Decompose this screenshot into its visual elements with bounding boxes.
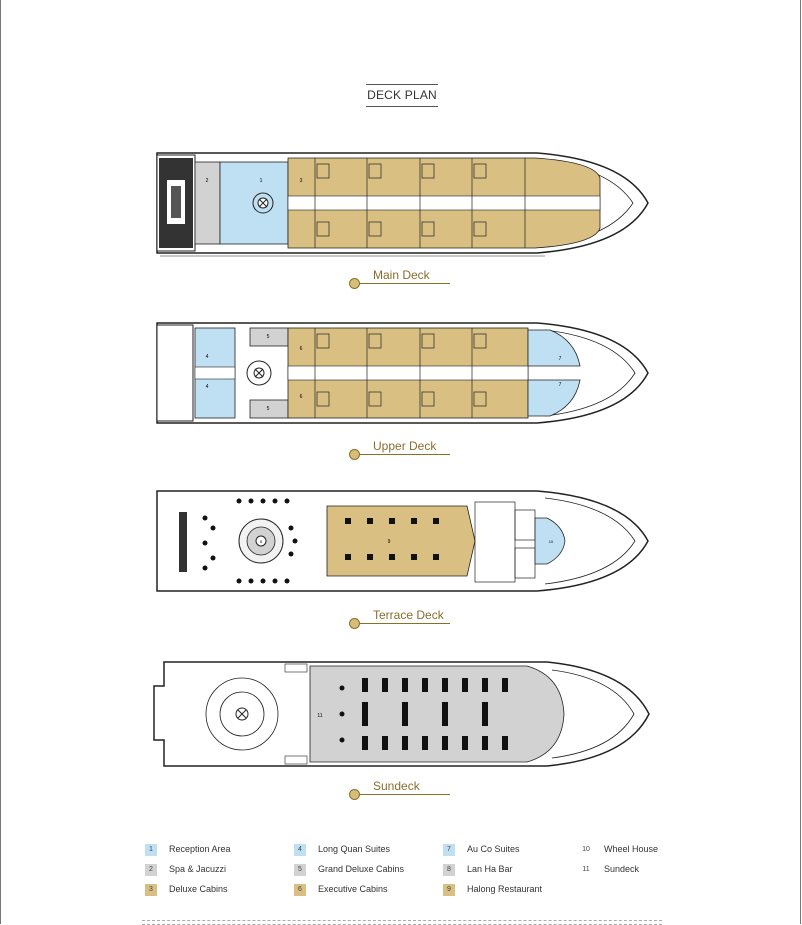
- legend-swatch: 5: [294, 864, 306, 876]
- legend-label: Reception Area: [169, 844, 231, 854]
- terrace-deck-plan: [155, 488, 655, 598]
- legend-swatch: 1: [145, 844, 157, 856]
- reception-number: 1: [259, 178, 263, 184]
- suite-number-bottom: 4: [205, 384, 209, 390]
- legend-label: Spa & Jacuzzi: [169, 864, 227, 874]
- legend-swatch: 3: [145, 884, 157, 896]
- restaurant-zone: [327, 506, 475, 576]
- sundeck-plan: [152, 658, 652, 773]
- legend-label: Halong Restaurant: [467, 884, 543, 894]
- restaurant-number: 9: [387, 539, 391, 545]
- grand-number-bottom: 5: [266, 406, 270, 412]
- legend-label: Long Quan Suites: [318, 844, 391, 854]
- suite-number-top: 4: [205, 354, 209, 360]
- sundeck-number: 11: [317, 713, 323, 719]
- wheel-number: 10: [548, 539, 554, 544]
- legend-swatch: 6: [294, 884, 306, 896]
- spa-zone: [195, 162, 220, 244]
- terrace-deck-label: Terrace Deck: [349, 613, 459, 633]
- auco-number-top: 7: [558, 356, 562, 362]
- bottom-dashed-divider: [142, 920, 662, 925]
- main-deck-plan: [155, 150, 655, 260]
- legend-label: Sundeck: [604, 864, 640, 874]
- auco-number-bottom: 7: [558, 382, 562, 388]
- grand-number-top: 5: [266, 334, 270, 340]
- exec-number-top: 6: [299, 346, 303, 352]
- legend-label: Lan Ha Bar: [467, 864, 513, 874]
- main-deck-label: Main Deck: [349, 273, 459, 293]
- legend-swatch: 4: [294, 844, 306, 856]
- legend-label: Grand Deluxe Cabins: [318, 864, 405, 874]
- sundeck-zone: [310, 666, 564, 762]
- reception-zone: [220, 162, 288, 244]
- legend-label: Executive Cabins: [318, 884, 388, 894]
- exec-number-bottom: 6: [299, 394, 303, 400]
- legend-swatch: 7: [443, 844, 455, 856]
- legend-swatch: 2: [145, 864, 157, 876]
- spa-number: 2: [205, 178, 209, 184]
- legend-swatch: 10: [580, 844, 592, 856]
- legend-label: Deluxe Cabins: [169, 884, 228, 894]
- upper-deck-label: Upper Deck: [349, 444, 459, 464]
- legend-swatch: 9: [443, 884, 455, 896]
- legend-swatch: 11: [580, 864, 592, 876]
- bar-number: 8: [259, 539, 263, 544]
- upper-deck-plan: [155, 320, 655, 430]
- page-title: DECK PLAN: [366, 84, 438, 107]
- legend-swatch: 8: [443, 864, 455, 876]
- sundeck-label: Sundeck: [349, 784, 459, 804]
- legend-label: Wheel House: [604, 844, 659, 854]
- legend-label: Au Co Suites: [467, 844, 520, 854]
- deluxe-number: 3: [299, 178, 303, 184]
